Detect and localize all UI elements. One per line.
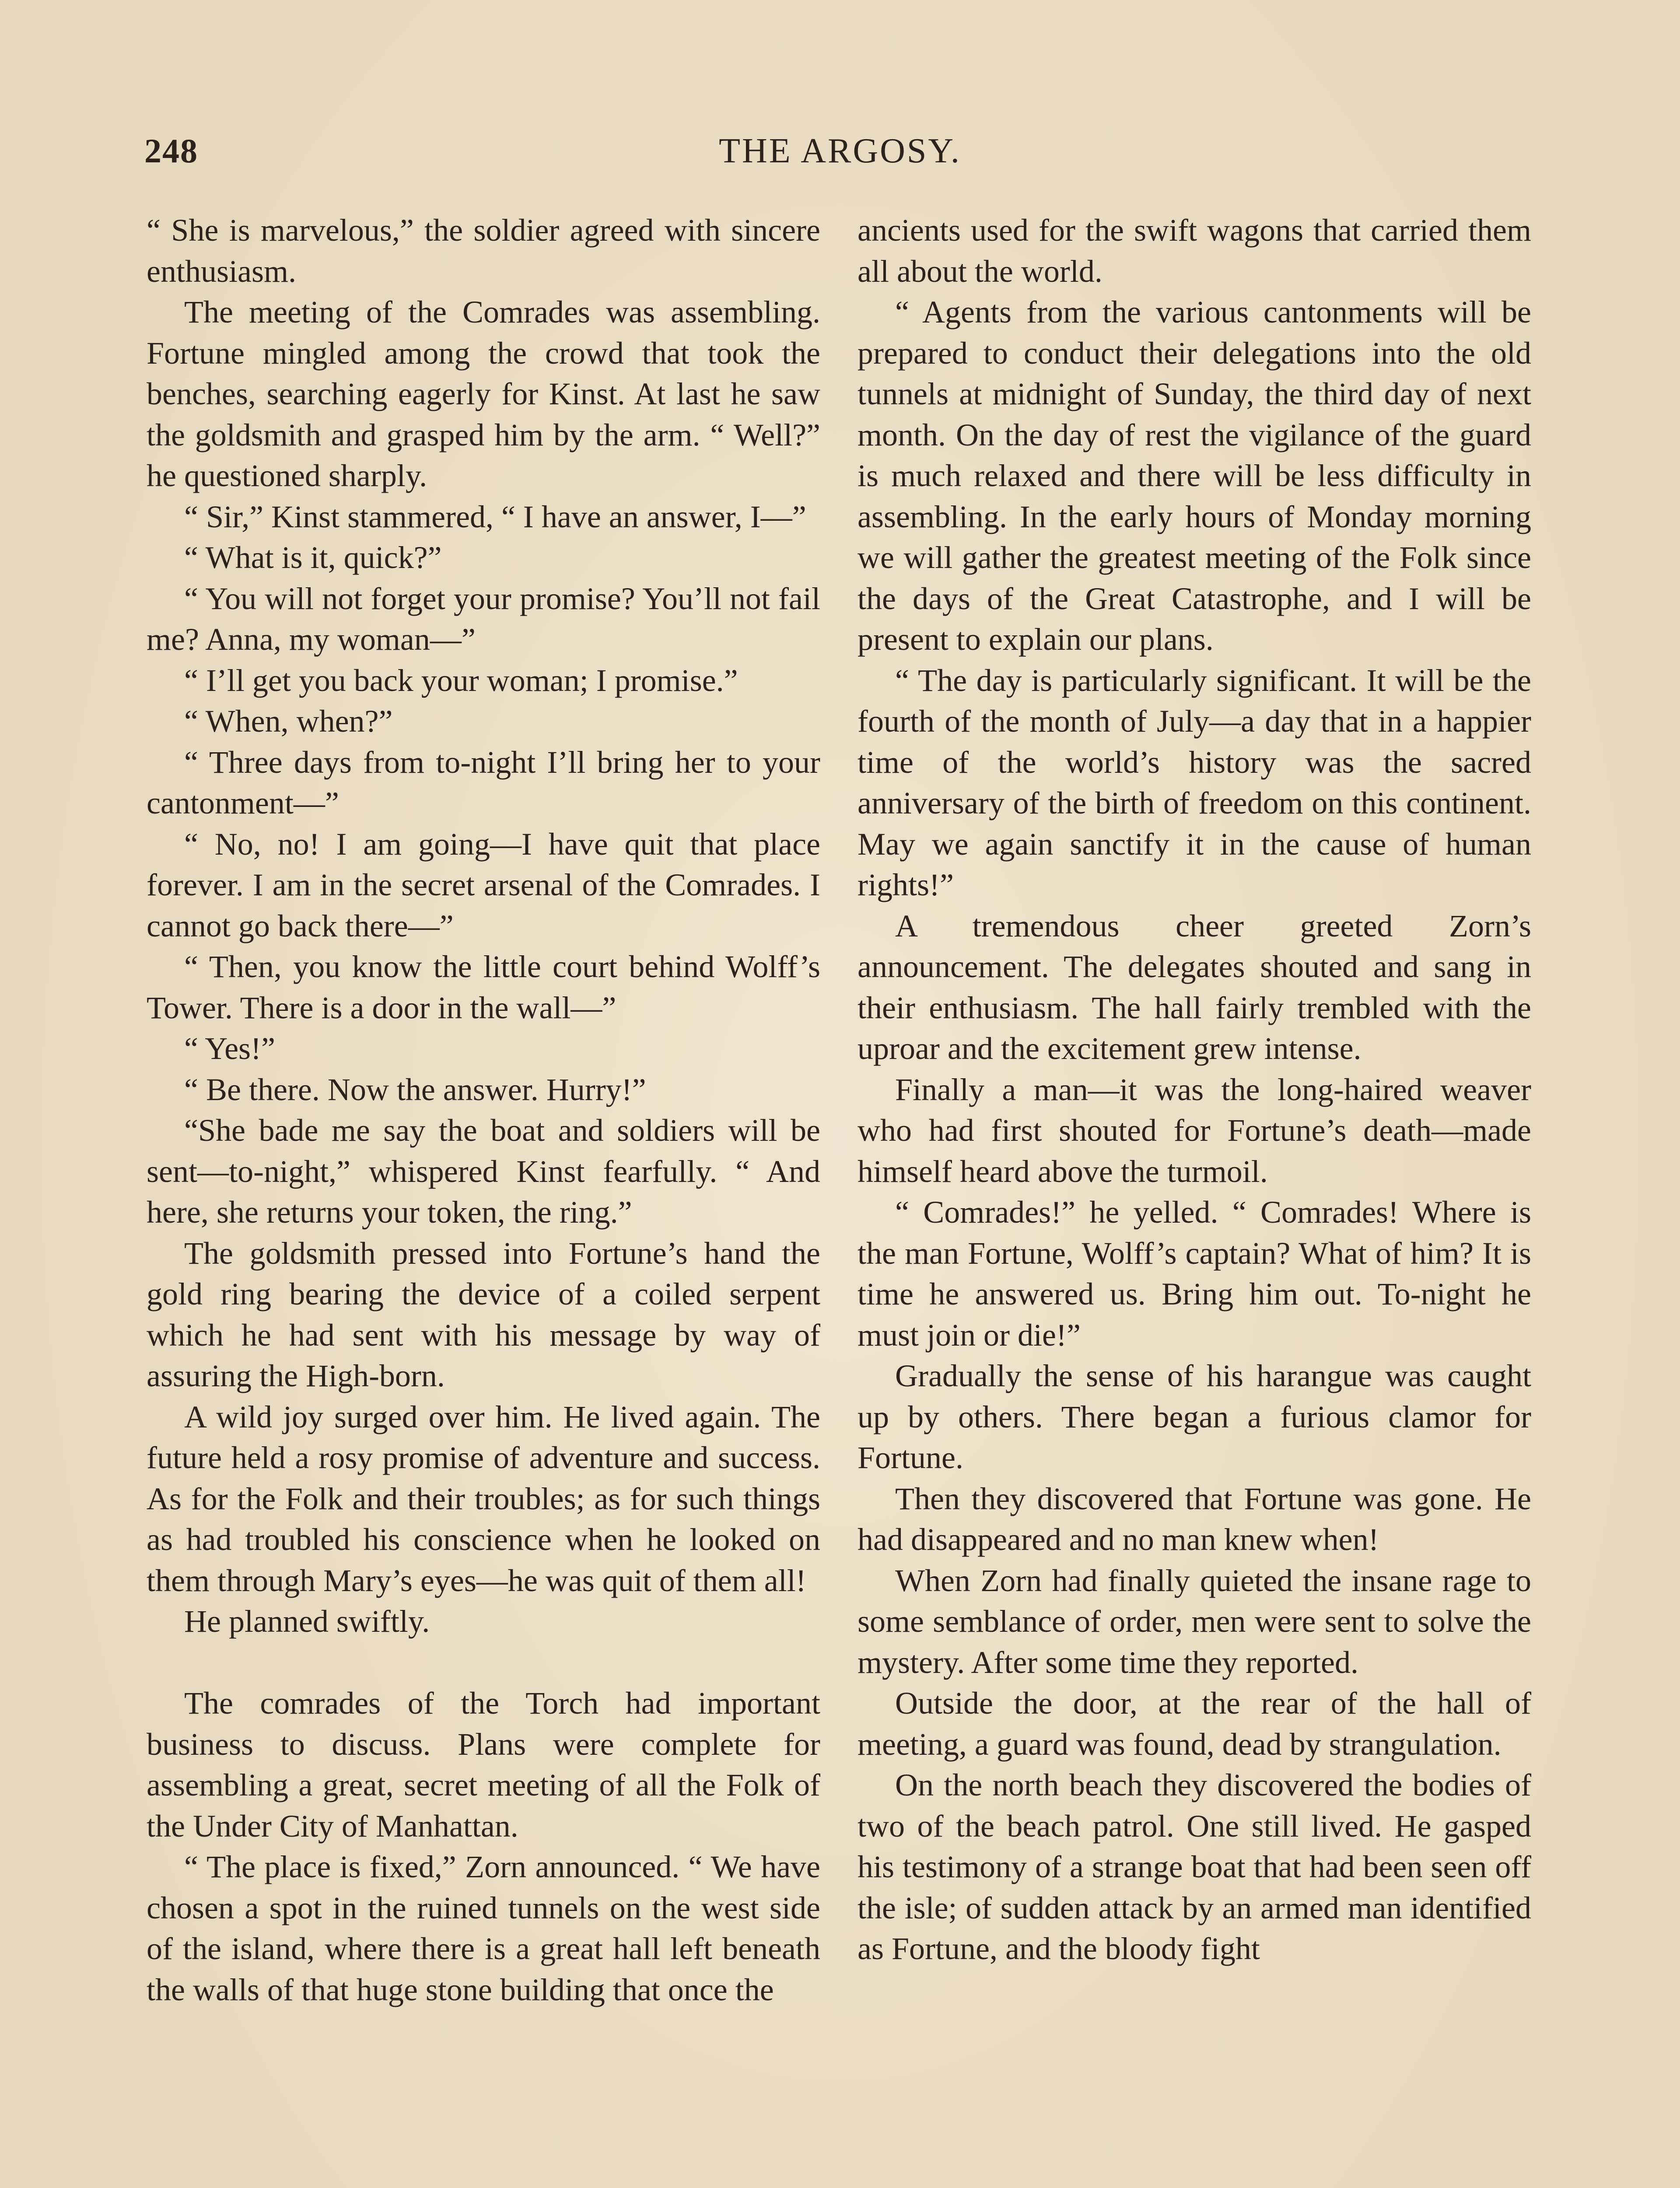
- paragraph: Finally a man—it was the long-haired weaver who had first shouted for Fortune’s death—made himself heard above the turmoil.: [858, 1072, 1531, 1189]
- paragraph: “ Then, you know the little court behind Wolff’s Tower. There is a door in the wall—”: [147, 949, 820, 1025]
- paragraph: “ When, when?”: [184, 704, 393, 739]
- paragraph: “ Sir,” Kinst stammered, “ I have an answer, I—”: [184, 499, 806, 534]
- paragraph: When Zorn had finally quieted the insane rage to some semblance of order, men were sent to solve the mystery. After some time they reported.: [858, 1563, 1531, 1680]
- paragraph: He planned swiftly.: [184, 1604, 430, 1639]
- paragraph: The meeting of the Comrades was assembling. Fortune mingled among the crowd that took the benches, searching eagerly for Kinst. At last he saw the goldsmith and grasped him by the arm. “ Well?” he questioned sharply.: [147, 295, 820, 493]
- left-column: [147, 210, 820, 2010]
- paragraph: “ The place is fixed,” Zorn announced. “ We have chosen a spot in the ruined tunnels on the west side of the island, where there is a great hall left beneath the walls of that huge stone building that once the: [147, 1849, 820, 2007]
- paragraph: “ No, no! I am going—I have quit that place forever. I am in the secret arsenal of the Comrades. I cannot go back there—”: [147, 826, 820, 943]
- paragraph: “ Agents from the various cantonments will be prepared to conduct their delegations into the old tunnels at midnight of Sunday, the third day of next month. On the day of rest the vigilance of the guard is much relaxed and there will be less difficulty in assembling. In the early hours of Monday morning we will gather the greatest meeting of the Folk since the days of the Great Catastrophe, and I will be present to explain our plans.: [858, 295, 1531, 657]
- paragraph: “ Be there. Now the answer. Hurry!”: [184, 1072, 646, 1107]
- paragraph: On the north beach they discovered the bodies of two of the beach patrol. One still lived. He gasped his testimony of a strange boat that had been seen off the isle; of sudden attack by an armed man identified as Fortune, and the bloody fight: [858, 1767, 1531, 1966]
- paragraph: “ You will not forget your promise? You’ll not fail me? Anna, my woman—”: [147, 581, 820, 657]
- paragraph: A tremendous cheer greeted Zorn’s announcement. The delegates shouted and sang in their enthusiasm. The hall fairly trembled with the uproar and the excitement grew intense.: [858, 908, 1531, 1066]
- right-column: [858, 210, 1531, 1970]
- paragraph: Gradually the sense of his harangue was caught up by others. There began a furious clamor for Fortune.: [858, 1358, 1531, 1475]
- paragraph: “She bade me say the boat and soldiers will be sent—to-night,” whispered Kinst fearfully. “ And here, she returns your token, the ring.”: [147, 1113, 820, 1230]
- paragraph: The goldsmith pressed into Fortune’s hand the gold ring bearing the device of a coiled serpent which he had sent with his message by way of assuring the High-born.: [147, 1235, 820, 1393]
- paragraph: A wild joy surged over him. He lived again. The future held a rosy promise of adventure and success. As for the Folk and their troubles; as for such things as had troubled his conscience when he looked on them through Mary’s eyes—he was quit of them all!: [147, 1399, 820, 1598]
- paragraph: “ She is marvelous,” the soldier agreed with sincere enthusiasm.: [147, 213, 820, 289]
- paragraph: Outside the door, at the rear of the hall of meeting, a guard was found, dead by strangulation.: [858, 1686, 1531, 1762]
- page-number: 248: [144, 132, 198, 170]
- paragraph: Then they discovered that Fortune was gone. He had disappeared and no man knew when!: [858, 1481, 1531, 1557]
- paragraph: “ Yes!”: [184, 1031, 275, 1066]
- paragraph: The comrades of the Torch had important business to discuss. Plans were complete for assembling a great, secret meeting of all the Folk of the Under City of Manhattan.: [147, 1686, 820, 1844]
- paragraph: “ The day is particularly significant. It will be the fourth of the month of July—a day that in a happier time of the world’s history was the sacred anniversary of the birth of freedom on this continent. May we again sanctify it in the cause of human rights!”: [858, 663, 1531, 902]
- paragraph: “ Comrades!” he yelled. “ Comrades! Where is the man Fortune, Wolff’s captain? What of him? It is time he answered us. Bring him out. To-night he must join or die!”: [858, 1195, 1531, 1353]
- paragraph: “ I’ll get you back your woman; I promise.”: [184, 663, 738, 698]
- running-title: THE ARGOSY.: [719, 132, 961, 170]
- paragraph: ancients used for the swift wagons that carried them all about the world.: [858, 213, 1531, 289]
- paragraph: “ What is it, quick?”: [184, 540, 442, 575]
- page-header: [144, 131, 1536, 179]
- paragraph: “ Three days from to-night I’ll bring her to your cantonment—”: [147, 744, 820, 820]
